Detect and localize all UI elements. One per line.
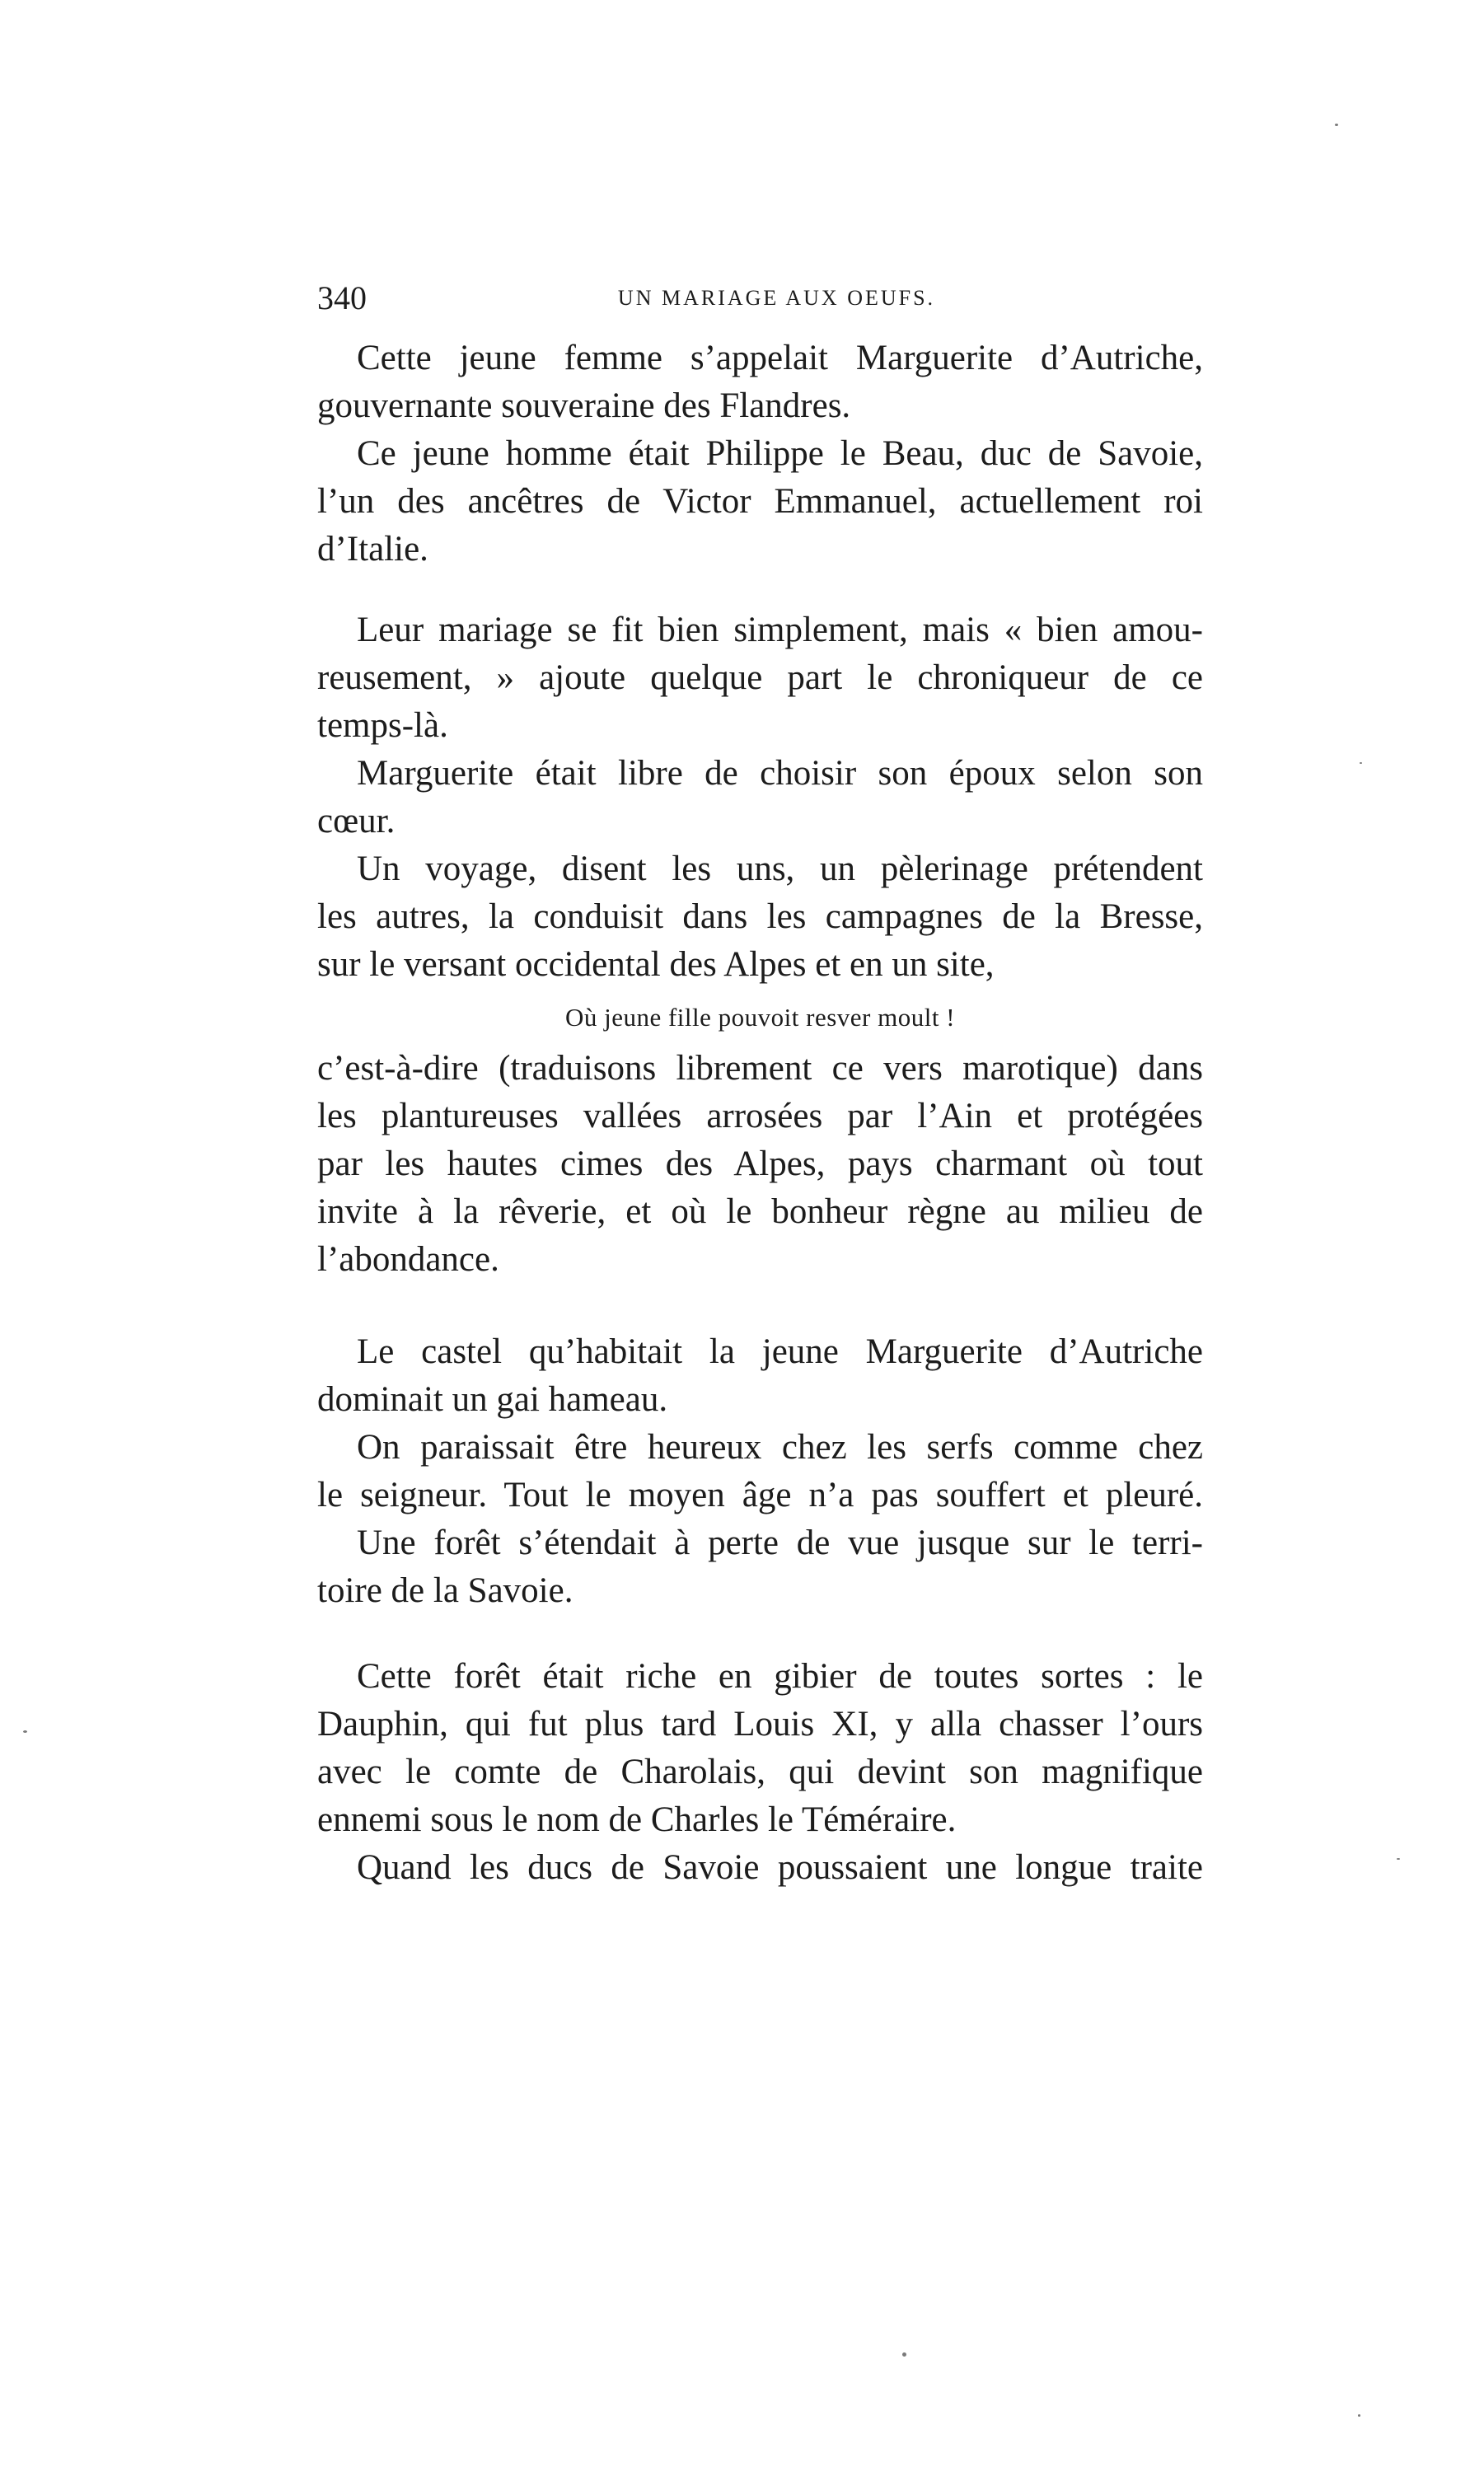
text-line: l’abondance. [317, 1240, 499, 1279]
paragraph-group-5 [317, 1653, 1203, 1892]
scan-speck [1397, 1858, 1400, 1860]
text-line: Dauphin, qui fut plus tard Louis XI, y alla chasser l’ours [317, 1705, 1203, 1744]
text-line: sur le versant occidental des Alpes et en un site, [317, 945, 995, 984]
text-line: dominait un gai hameau. [317, 1380, 668, 1419]
paragraph-group-2 [317, 606, 1203, 989]
verse-quotation: Où jeune fille pouvoit resver moult ! [564, 1003, 956, 1032]
text-line: Quand les ducs de Savoie poussaient une longue traite [357, 1848, 1203, 1887]
text-line: temps-là. [317, 706, 448, 745]
text-line: Leur mariage se fit bien simplement, mais « bien amou- [357, 611, 1203, 649]
text-line: Ce jeune homme était Philippe le Beau, duc de Savoie, [357, 434, 1203, 473]
text-line: gouvernante souveraine des Flandres. [317, 386, 851, 425]
text-line: par les hautes cimes des Alpes, pays charmant où tout [317, 1145, 1203, 1183]
text-line: Un voyage, disent les uns, un pèlerinage prétendent [357, 850, 1203, 888]
scan-speck [23, 1730, 27, 1733]
text-line: toire de la Savoie. [317, 1571, 573, 1610]
text-line: reusement, » ajoute quelque part le chroniqueur de ce [317, 658, 1203, 697]
running-title: UN MARIAGE AUX OEUFS. [617, 286, 936, 310]
scan-speck [902, 2352, 906, 2357]
text-line: Cette forêt était riche en gibier de toutes sortes : le [357, 1657, 1203, 1696]
text-line: Marguerite était libre de choisir son époux selon son [357, 754, 1203, 793]
paragraph-group-4 [317, 1328, 1203, 1615]
text-line: les autres, la conduisit dans les campagnes de la Bresse, [317, 897, 1203, 936]
scan-speck [1360, 762, 1362, 764]
running-header [317, 277, 1203, 320]
text-line: avec le comte de Charolais, qui devint son magnifique [317, 1753, 1203, 1791]
text-line: Le castel qu’habitait la jeune Marguerite d’Autriche [357, 1332, 1203, 1371]
paragraph-group-3 [317, 1045, 1203, 1284]
text-line: On paraissait être heureux chez les serfs comme chez [357, 1428, 1203, 1467]
text-line: cœur. [317, 802, 396, 840]
page-number: 340 [317, 279, 367, 316]
scan-speck [1358, 2414, 1360, 2417]
scan-speck [1335, 124, 1338, 126]
text-line: d’Italie. [317, 530, 428, 569]
text-line: les plantureuses vallées arrosées par l’Ain et protégées [317, 1097, 1203, 1135]
text-line: invite à la rêverie, et où le bonheur règne au milieu de [317, 1192, 1203, 1231]
text-line: ennemi sous le nom de Charles le Téméraire. [317, 1800, 957, 1839]
text-line: Une forêt s’étendait à perte de vue jusque sur le terri- [357, 1524, 1203, 1562]
paragraph-group-1 [317, 335, 1203, 573]
text-line: le seigneur. Tout le moyen âge n’a pas souffert et pleuré. [317, 1476, 1203, 1514]
text-line: Cette jeune femme s’appelait Marguerite d’Autriche, [357, 339, 1203, 377]
text-line: l’un des ancêtres de Victor Emmanuel, actuellement roi [317, 482, 1203, 521]
text-line: c’est-à-dire (traduisons librement ce vers marotique) dans [317, 1049, 1203, 1088]
